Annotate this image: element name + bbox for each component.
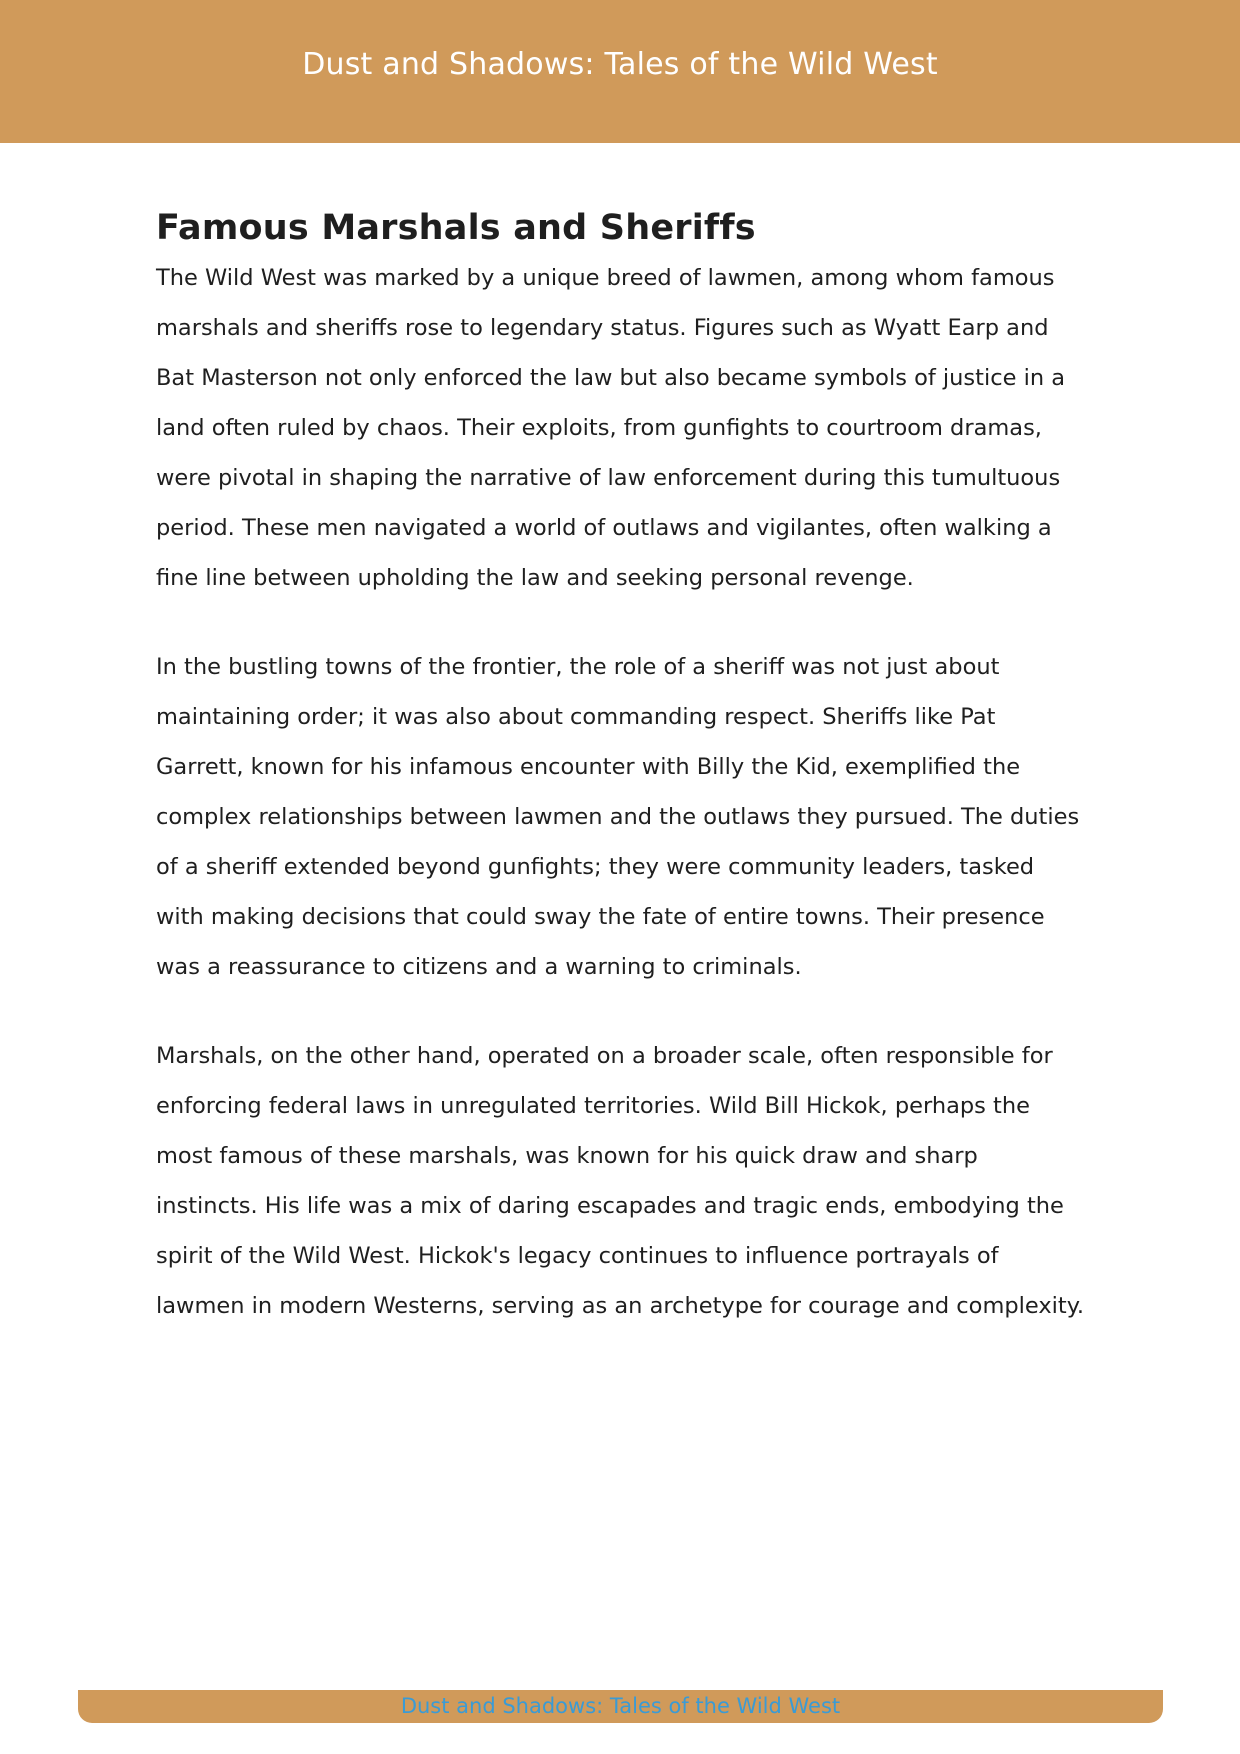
section-heading: Famous Marshals and Sheriffs bbox=[156, 208, 756, 248]
header-title: Dust and Shadows: Tales of the Wild West bbox=[302, 47, 938, 82]
paragraph-3: Marshals, on the other hand, operated on a broader scale, often responsible for enforcing federal laws in unregulated territories. Wild Bill Hickok, perhaps the most famous of these marshals, was known for his quick draw and sharp instincts. His life was a mix of daring escapades and tragic ends, embodying the spirit of the Wild West. Hickok's legacy continues to influence portrayals of lawmen in modern Westerns, serving as an archetype for courage and complexity. bbox=[156, 1043, 1084, 1319]
paragraph-2: In the bustling towns of the frontier, the role of a sheriff was not just about maintaining order; it was also about commanding respect. Sheriffs like Pat Garrett, known for his infamous encounter with Billy the Kid, exemplified the complex relationships between lawmen and the outlaws they pursued. The duties of a sheriff extended beyond gunfights; they were community leaders, tasked with making decisions that could sway the fate of entire towns. Their presence was a reassurance to citizens and a warning to criminals. bbox=[156, 654, 1080, 980]
page-footer bbox=[78, 1690, 1163, 1723]
paragraph-1: The Wild West was marked by a unique breed of lawmen, among whom famous marshals and sheriffs rose to legendary status. Figures such as Wyatt Earp and Bat Masterson not only enforced the law but also became symbols of justice in a land often ruled by chaos. Their exploits, from gunfights to courtroom dramas, were pivotal in shaping the narrative of law enforcement during this tumultuous period. These men navigated a world of outlaws and vigilantes, often walking a fine line between upholding the law and seeking personal revenge. bbox=[156, 265, 1066, 591]
main-content bbox=[156, 205, 1086, 1331]
footer-text: Dust and Shadows: Tales of the Wild West bbox=[400, 1694, 841, 1718]
page-header bbox=[0, 0, 1240, 143]
